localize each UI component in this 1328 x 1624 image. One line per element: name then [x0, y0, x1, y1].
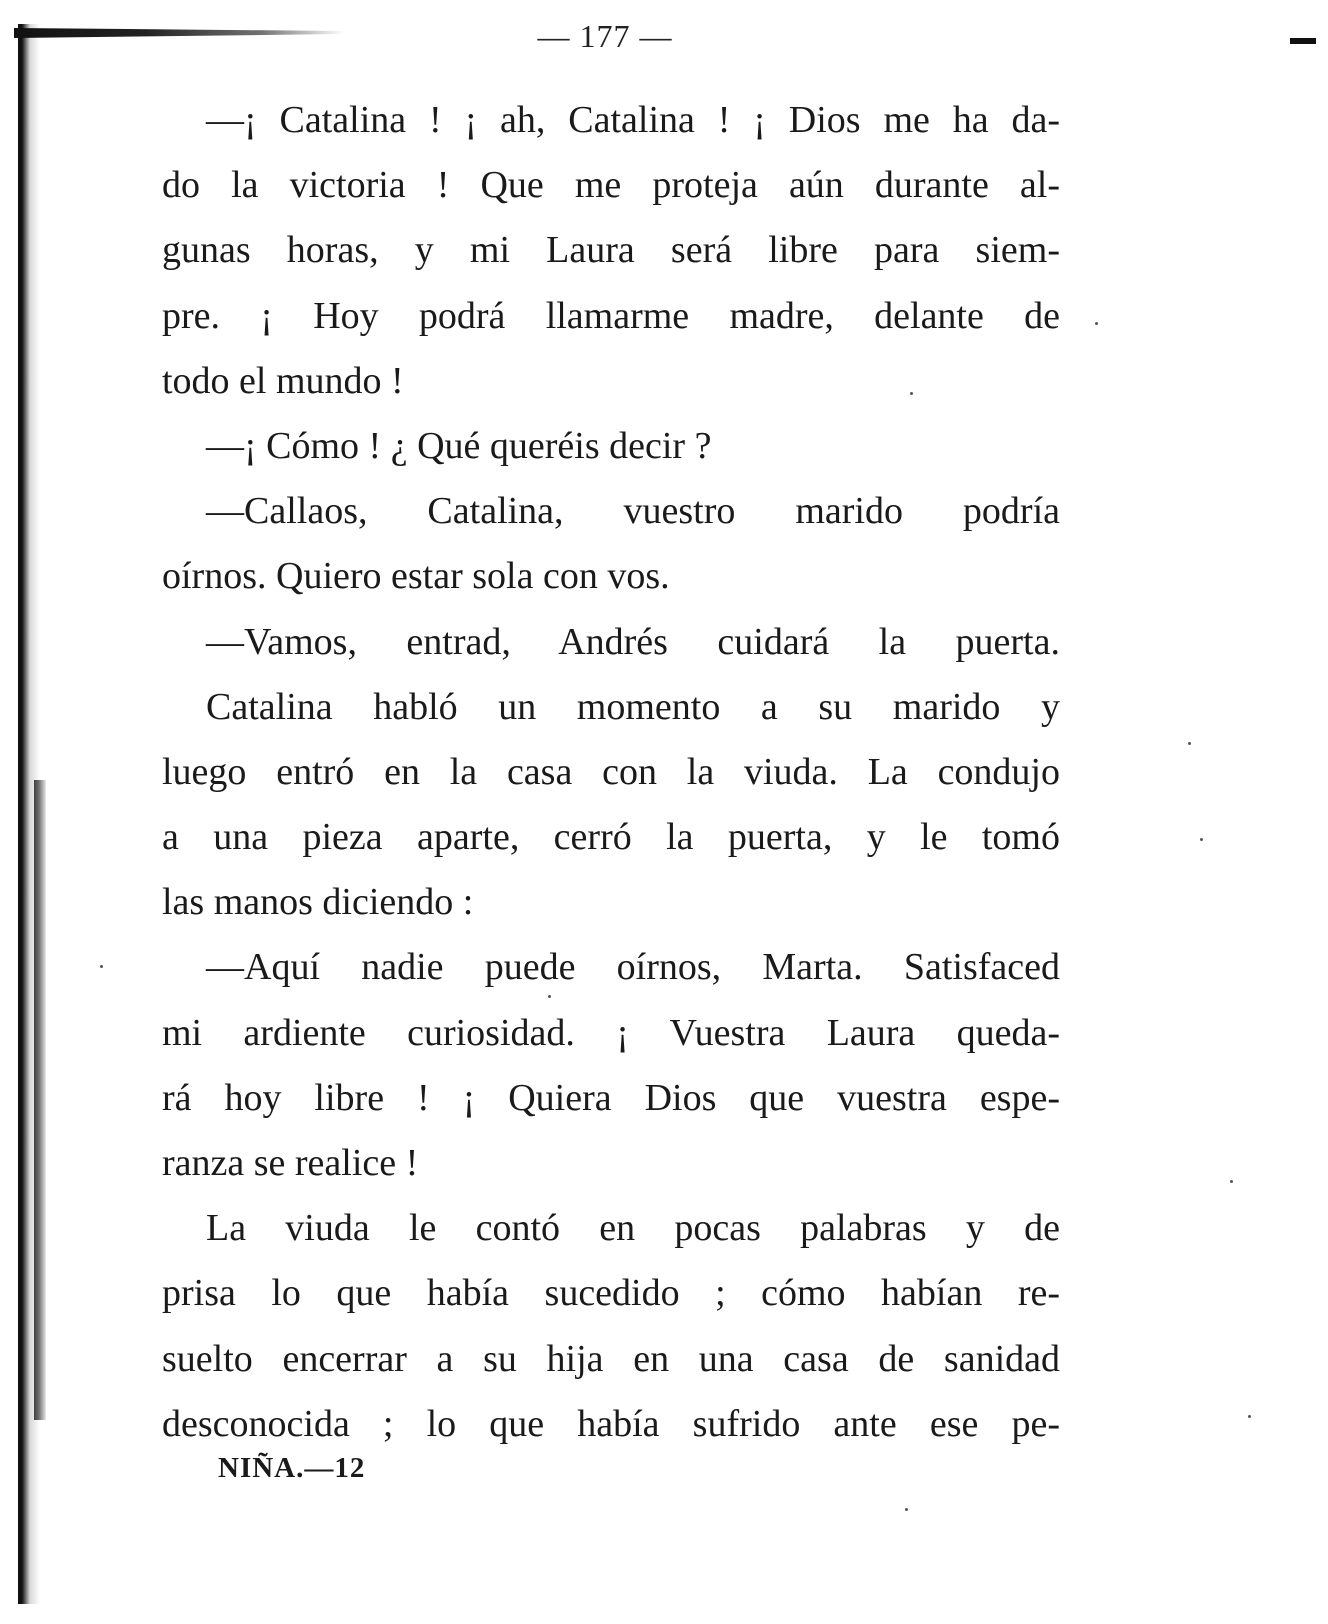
- text-line: mi ardiente curiosidad. ¡ Vuestra Laura queda-: [162, 1011, 1060, 1054]
- scan-speck: [905, 1508, 908, 1511]
- text-line: rá hoy libre ! ¡ Quiera Dios que vuestra espe-: [162, 1076, 1060, 1119]
- text-line: —Vamos, entrad, Andrés cuidará la puerta.: [206, 620, 1060, 663]
- text-line: La viuda le contó en pocas palabras y de: [206, 1207, 1060, 1250]
- text-line: ranza se realice !: [162, 1142, 419, 1184]
- scan-speck: [1200, 838, 1203, 841]
- text-line: —¡ Cómo ! ¿ Qué queréis decir ?: [206, 424, 712, 467]
- text-line: desconocida ; lo que había sufrido ante ese pe-: [162, 1402, 1060, 1445]
- text-line: —Callaos, Catalina, vuestro marido podría: [206, 490, 1060, 533]
- text-line: suelto encerrar a su hija en una casa de sanidad: [162, 1337, 1060, 1380]
- scan-speck: [1095, 322, 1098, 325]
- binding-shadow-dark: [34, 780, 46, 1420]
- text-line: —Aquí nadie puede oírnos, Marta. Satisfaced: [206, 946, 1060, 989]
- scan-speck: [548, 995, 551, 998]
- scan-corner-mark: [1290, 38, 1316, 44]
- page-number: — 177 —: [537, 18, 673, 54]
- text-line: oírnos. Quiero estar sola con vos.: [162, 555, 670, 598]
- scan-speck: [1248, 1415, 1251, 1418]
- scan-speck: [100, 965, 103, 968]
- text-line: luego entró en la casa con la viuda. La condujo: [162, 750, 1060, 793]
- text-line: a una pieza aparte, cerró la puerta, y le tomó: [162, 816, 1060, 859]
- text-line: Catalina habló un momento a su marido y: [206, 685, 1060, 728]
- text-line: prisa lo que había sucedido ; cómo habían re-: [162, 1272, 1060, 1315]
- body-text: [162, 88, 1060, 1457]
- scan-speck: [1230, 1180, 1233, 1183]
- text-line: —¡ Catalina ! ¡ ah, Catalina ! ¡ Dios me ha da-: [206, 99, 1060, 141]
- text-line: pre. ¡ Hoy podrá llamarme madre, delante de: [162, 294, 1060, 337]
- text-line: todo el mundo !: [162, 359, 404, 402]
- text-line: gunas horas, y mi Laura será libre para siem-: [162, 229, 1060, 272]
- text-line: do la victoria ! Que me proteja aún durante al-: [162, 164, 1060, 207]
- text-line: las manos diciendo :: [162, 881, 474, 924]
- scan-speck: [910, 392, 913, 395]
- scan-speck: [1188, 742, 1191, 745]
- printer-signature: NIÑA.—12: [218, 1452, 366, 1484]
